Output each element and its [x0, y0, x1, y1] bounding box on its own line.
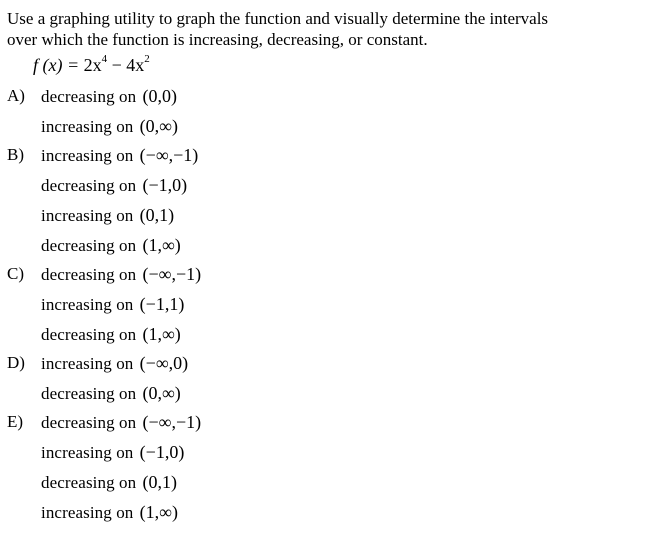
interval-value: (−∞,−1) [142, 412, 202, 432]
interval-value: (−∞,−1) [139, 145, 199, 165]
interval-line [41, 81, 177, 111]
interval-line [41, 348, 188, 378]
interval-description: increasing on [41, 295, 134, 314]
interval-value: (−1,1) [139, 294, 185, 314]
interval-description: decreasing on [41, 176, 137, 195]
interval-line [41, 230, 181, 260]
interval-line [41, 497, 178, 527]
formula-operator: − [107, 55, 127, 75]
formula-lhs: f (x) = [33, 55, 84, 75]
interval-description: decreasing on [41, 236, 137, 255]
interval-description: increasing on [41, 443, 134, 462]
formula-term-1: 2x [83, 55, 102, 75]
formula-exponent-2: 2 [144, 53, 150, 65]
interval-description: increasing on [41, 117, 134, 136]
interval-description: decreasing on [41, 265, 137, 284]
interval-description: decreasing on [41, 384, 137, 403]
interval-line [41, 111, 178, 141]
interval-description: increasing on [41, 503, 134, 522]
choice-letter: D) [7, 353, 25, 372]
function-formula [33, 53, 150, 77]
interval-value: (0,∞) [142, 383, 181, 403]
formula-term-2: 4x [126, 55, 145, 75]
interval-value: (1,∞) [142, 235, 181, 255]
interval-description: increasing on [41, 354, 134, 373]
interval-value: (1,∞) [142, 324, 181, 344]
choice-letter: E) [7, 412, 24, 431]
interval-value: (0,1) [142, 472, 177, 492]
question-text [7, 8, 643, 50]
interval-line [41, 319, 181, 349]
interval-line [41, 140, 198, 170]
interval-value: (0,1) [139, 205, 175, 225]
interval-description: decreasing on [41, 473, 137, 492]
formula-exponent-1: 4 [101, 53, 108, 65]
interval-line [41, 289, 184, 319]
interval-description: increasing on [41, 206, 134, 225]
question-line-1: Use a graphing utility to graph the function and visually determine the intervals [7, 9, 549, 28]
interval-description: decreasing on [41, 413, 137, 432]
interval-value: (0,0) [142, 86, 177, 106]
interval-line [41, 200, 174, 230]
question-line-2: over which the function is increasing, decreasing, or constant. [7, 30, 428, 49]
interval-line [41, 437, 184, 467]
interval-value: (−1,0) [142, 175, 188, 195]
interval-value: (1,∞) [139, 502, 178, 522]
interval-description: decreasing on [41, 87, 137, 106]
interval-line [41, 407, 201, 437]
choice-letter: A) [7, 86, 25, 105]
interval-value: (−∞,0) [139, 353, 189, 373]
interval-description: increasing on [41, 146, 134, 165]
interval-value: (−∞,−1) [142, 264, 202, 284]
choice-letter: B) [7, 145, 24, 164]
interval-value: (−1,0) [139, 442, 185, 462]
interval-description: decreasing on [41, 325, 137, 344]
interval-value: (0,∞) [139, 116, 178, 136]
choice-letter: C) [7, 264, 24, 283]
interval-line [41, 467, 177, 497]
interval-line [41, 378, 181, 408]
interval-line [41, 259, 201, 289]
interval-line [41, 170, 187, 200]
